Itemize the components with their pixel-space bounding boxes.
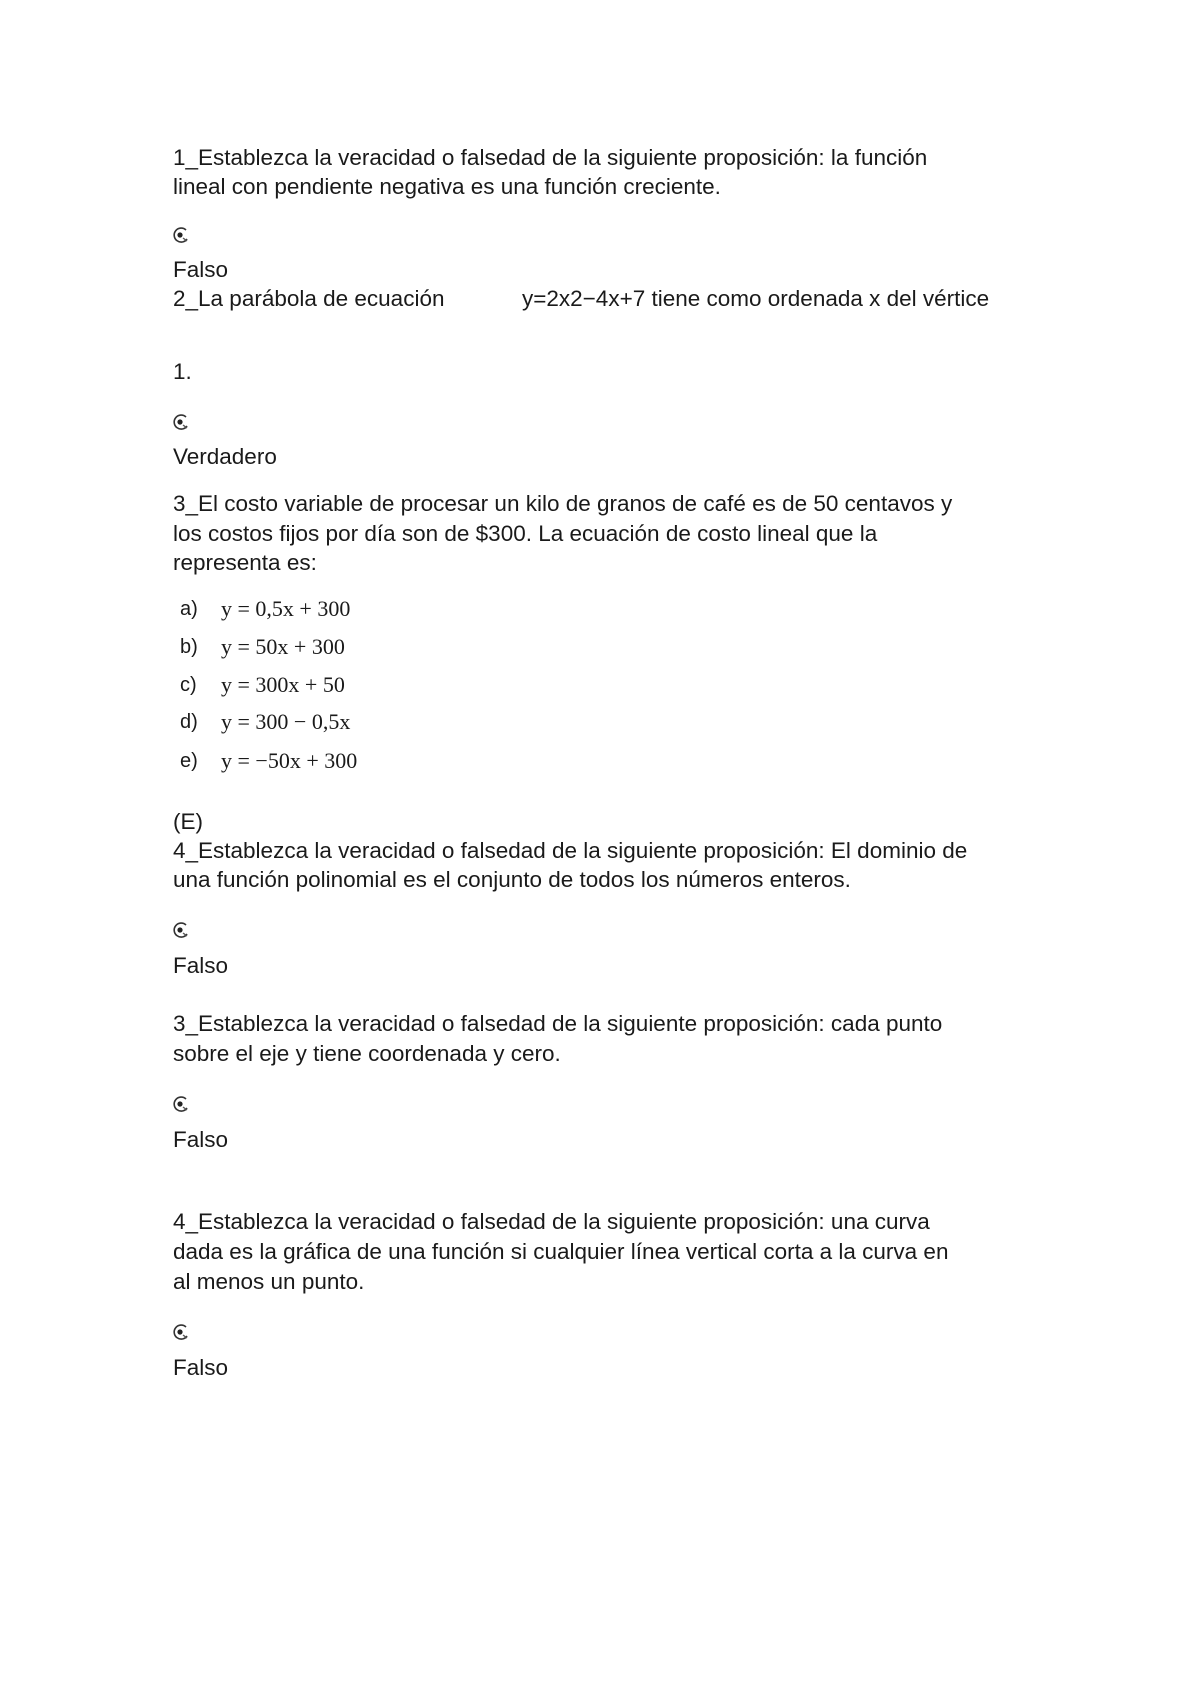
radio-selected-icon[interactable]	[172, 413, 190, 431]
question-6-line-3: al menos un punto.	[173, 1269, 365, 1294]
question-6-line-2: dada es la gráfica de una función si cualquier línea vertical corta a la curva en	[173, 1239, 949, 1264]
question-1-line-1: 1_Establezca la veracidad o falsedad de la siguiente proposición: la función	[173, 145, 928, 170]
option-a-letter: a)	[180, 598, 198, 620]
question-2-prefix: 2_La parábola de ecuación	[173, 286, 445, 311]
radio-selected-icon[interactable]	[172, 921, 190, 939]
question-5-line-1: 3_Establezca la veracidad o falsedad de la siguiente proposición: cada punto	[173, 1011, 943, 1036]
radio-selected-icon[interactable]	[172, 1323, 190, 1341]
option-b-equation: y = 50x + 300	[221, 634, 345, 659]
option-d-equation: y = 300 − 0,5x	[221, 709, 351, 734]
question-3-line-3: representa es:	[173, 550, 317, 575]
question-2-equation: y=2x2−4x+7 tiene como ordenada x del vértice	[522, 286, 990, 311]
option-b-letter: b)	[180, 636, 198, 658]
answer-4: Falso	[173, 953, 229, 978]
question-4-line-1: 4_Establezca la veracidad o falsedad de la siguiente proposición: El dominio de	[173, 838, 968, 863]
answer-5: Falso	[173, 1127, 229, 1152]
question-6-line-1: 4_Establezca la veracidad o falsedad de la siguiente proposición: una curva	[173, 1209, 930, 1234]
answer-1: Falso	[173, 257, 229, 282]
option-e-equation: y = −50x + 300	[221, 748, 358, 773]
question-3-line-1: 3_El costo variable de procesar un kilo de granos de café es de 50 centavos y	[173, 491, 953, 516]
answer-6: Falso	[173, 1355, 229, 1380]
answer-2: Verdadero	[173, 444, 277, 469]
question-2-extra: 1.	[173, 359, 192, 384]
option-a-equation: y = 0,5x + 300	[221, 596, 351, 621]
answer-3: (E)	[173, 809, 203, 834]
option-d-letter: d)	[180, 711, 198, 733]
question-1-line-2: lineal con pendiente negativa es una función creciente.	[173, 174, 721, 199]
radio-selected-icon[interactable]	[172, 226, 190, 244]
radio-selected-icon[interactable]	[172, 1095, 190, 1113]
option-e-letter: e)	[180, 750, 198, 772]
question-3-line-2: los costos fijos por día son de $300. La ecuación de costo lineal que la	[173, 521, 878, 546]
question-4-line-2: una función polinomial es el conjunto de todos los números enteros.	[173, 867, 851, 892]
option-c-letter: c)	[180, 674, 197, 696]
option-c-equation: y = 300x + 50	[221, 672, 345, 697]
question-5-line-2: sobre el eje y tiene coordenada y cero.	[173, 1041, 561, 1066]
